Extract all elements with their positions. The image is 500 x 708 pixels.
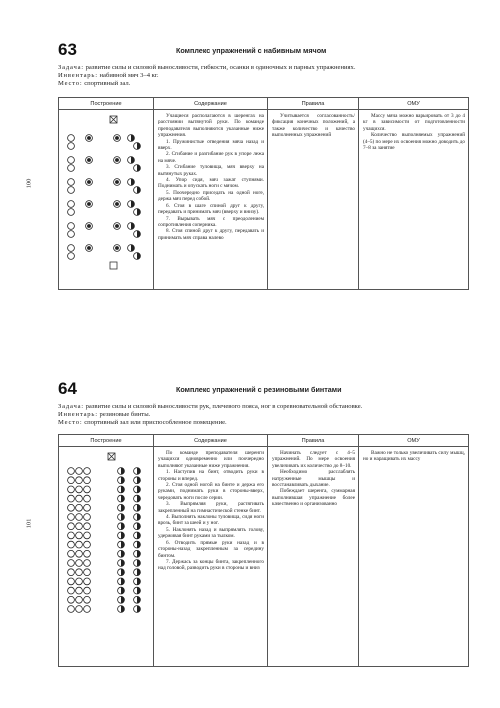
section-63: [58, 40, 468, 241]
student-icon: [68, 587, 75, 594]
content-line: 8. Стоя спиной друг к другу, передавать и принимать мяч справа налево: [158, 228, 264, 241]
student-icon: [68, 143, 75, 150]
content-line: 2. Сгибание и разгибание рук в упоре лежа на мяче.: [158, 151, 264, 164]
student-icon: [68, 504, 75, 511]
inventory-text: набивной мяч 3–4 кг.: [99, 72, 159, 80]
header-content: Содержание: [154, 435, 268, 447]
content-line: 2. Стоя одной ногой на бинте и держа его руками, поднимать руки в стороны-вверх, чередовать ноги после серии.: [158, 482, 264, 501]
student-icon: [76, 514, 83, 521]
header-rules: Правила: [268, 98, 359, 110]
student-icon: [84, 578, 91, 585]
rules-line: Необходимо расслаблять натруженные мышцы и восстанавливать дыхание.: [272, 469, 355, 489]
ball-icon: [115, 246, 118, 249]
place-line: [58, 80, 468, 88]
student-icon: [76, 569, 83, 576]
student-icon: [76, 541, 83, 548]
student-icon: [68, 187, 75, 194]
student-icon: [76, 550, 83, 557]
formation-diagram: [59, 447, 154, 667]
content-line: 4. Упор сидя, мяч зажат ступнями. Поднимать и опускать ноги с мячом.: [158, 177, 264, 190]
content-line: 4. Выполнять наклоны туловища, сидя ноги врозь, бинт за шеей и у ног.: [158, 514, 264, 527]
student-icon: [76, 578, 83, 585]
student-icon: [68, 523, 75, 530]
student-icon: [68, 201, 75, 208]
student-icon: [68, 578, 75, 585]
page-number: 100: [25, 178, 33, 189]
content-line: 6. Отводить прямые руки назад и в стороны-назад закрепленным за середину бинтом.: [158, 539, 264, 559]
omu-line: Важно не только увеличивать силу мышц, но и наращивать их массу: [363, 450, 465, 463]
end-marker-icon: [110, 262, 117, 269]
student-icon: [68, 231, 75, 238]
content-line: 7. Держась за концы бинта, закрепленного над головой, разводить руки в стороны и вниз: [158, 558, 264, 572]
student-icon: [68, 514, 75, 521]
student-icon: [84, 550, 91, 557]
student-icon: [76, 486, 83, 493]
student-icon: [68, 209, 75, 216]
content-line: 3. Сгибание туловища, мяч вверху на вытянутых руках.: [158, 164, 264, 177]
student-icon: [68, 596, 75, 603]
student-icon: [68, 135, 75, 142]
student-icon: [84, 541, 91, 548]
ball-icon: [87, 158, 90, 161]
content-line: 7. Вырывать мяч с преодолением сопротивления соперника.: [158, 215, 264, 228]
student-icon: [76, 532, 83, 539]
student-icon: [76, 560, 83, 567]
omu-cell: [359, 447, 469, 667]
student-icon: [84, 606, 91, 613]
ball-icon: [87, 246, 90, 249]
place-text: спортивный зал или приспособленное помещение.: [84, 419, 227, 427]
student-icon: [84, 504, 91, 511]
ball-icon: [115, 180, 118, 183]
student-icon: [76, 523, 83, 530]
student-icon: [68, 550, 75, 557]
exercise-table: [58, 97, 469, 290]
inventory-line: [58, 72, 468, 80]
student-icon: [84, 486, 91, 493]
ball-icon: [87, 180, 90, 183]
rules-text: [268, 110, 358, 139]
content-line: 3. Выпрямляя руки, растягивать закрепленный на гимнастической стенке бинт.: [158, 501, 264, 514]
student-icon: [68, 477, 75, 484]
student-icon: [68, 157, 75, 164]
student-icon: [68, 468, 75, 475]
section-header: [58, 40, 468, 60]
exercise-number: 63: [58, 40, 77, 59]
header-formation: Построение: [59, 98, 154, 110]
rules-line: Побеждает шеренга, суммарная выполнившая упражнение более качественно и организованно: [272, 488, 355, 508]
rules-cell: [268, 110, 359, 290]
section-header: [58, 379, 468, 399]
student-icon: [76, 495, 83, 502]
place-text: спортивный зал.: [84, 80, 131, 88]
student-icon: [84, 523, 91, 530]
omu-text: [359, 447, 468, 463]
ball-icon: [87, 224, 90, 227]
omu-cell: [359, 110, 469, 290]
exercise-title: Комплекс упражнений с резиновыми бинтами: [176, 385, 342, 394]
student-icon: [68, 532, 75, 539]
content-line: 1. Пружинистые отведения мяча назад и вверх.: [158, 138, 264, 152]
section-64: [58, 379, 468, 572]
place-label: Место:: [58, 419, 83, 427]
header-omu: ОМУ: [359, 435, 469, 447]
student-icon: [76, 587, 83, 594]
content-cell: [154, 110, 268, 290]
task-text: развитие силы и силовой выносливости рук, плечевого пояса, ног в соревновательной обстановке.: [85, 403, 363, 410]
header-formation: Построение: [59, 435, 154, 447]
inventory-label: Инвентарь:: [58, 411, 98, 419]
header-rules: Правила: [268, 435, 359, 447]
ball-icon: [115, 224, 118, 227]
formation-diagram-svg: [59, 447, 153, 661]
student-icon: [84, 468, 91, 475]
rules-cell: [268, 447, 359, 667]
student-icon: [68, 495, 75, 502]
ball-icon: [115, 202, 118, 205]
content-text: [154, 110, 267, 241]
student-icon: [68, 245, 75, 252]
student-icon: [76, 606, 83, 613]
exercise-table: [58, 434, 469, 667]
student-icon: [84, 495, 91, 502]
header-content: Содержание: [154, 98, 268, 110]
inventory-label: Инвентарь:: [58, 72, 98, 80]
student-icon: [68, 223, 75, 230]
place-label: Место:: [58, 80, 83, 88]
student-icon: [84, 477, 91, 484]
inventory-line: [58, 411, 468, 419]
student-icon: [68, 569, 75, 576]
formation-diagram: [59, 110, 154, 290]
rules-text: [268, 447, 358, 508]
content-line: Учащиеся располагаются в шеренгах на расстоянии вытянутой руки. По команде преподавателя выполняются указанные ниже упражнения.: [158, 113, 264, 139]
student-icon: [84, 514, 91, 521]
student-icon: [76, 504, 83, 511]
student-icon: [84, 560, 91, 567]
omu-line: Массу мяча можно варьировать от 3 до 4 кг в зависимости от подготовленности учащихся.: [363, 113, 465, 132]
task-line: [58, 64, 468, 72]
student-icon: [68, 253, 75, 260]
student-pairs: [68, 135, 141, 260]
task-line: [58, 403, 468, 411]
student-icon: [84, 596, 91, 603]
ball-icon: [115, 158, 118, 161]
content-line: 6. Стоя в шаге спиной друг к другу, передавать и принимать мяч (вверху и внизу).: [158, 202, 264, 216]
ball-icon: [115, 136, 118, 139]
student-icon: [76, 477, 83, 484]
task-label: Задача:: [58, 403, 84, 410]
content-line: 5. Поочередно приседать на одной ноге, держа мяч перед собой.: [158, 189, 264, 203]
omu-text: [359, 110, 468, 151]
rules-line: Учитывается согласованность/фиксация конечных положений, а также количество и качество выполненных упражнений: [272, 113, 355, 139]
task-label: Задача:: [58, 64, 84, 71]
content-cell: [154, 447, 268, 667]
student-icon: [84, 569, 91, 576]
exercise-title: Комплекс упражнений с набивным мячом: [176, 46, 327, 55]
header-omu: ОМУ: [359, 98, 469, 110]
student-icon: [84, 532, 91, 539]
content-text: [154, 447, 267, 572]
content-line: 5. Наклонять назад и выпрямлять голову, удерживая бинт руками за тылком.: [158, 526, 264, 540]
student-lines: [68, 468, 141, 613]
rules-line: Начинать следует с 4–5 упражнений. По мере освоения увеличивать их количество до 8–10.: [272, 450, 355, 469]
omu-line: Количество выполняемых упражнений (4–5) по мере их освоения можно доводить до 7–8 за занятие: [363, 132, 465, 152]
student-icon: [84, 587, 91, 594]
student-icon: [68, 560, 75, 567]
ball-icon: [87, 202, 90, 205]
content-line: 1. Наступив на бинт, отводить руки в стороны и вперед.: [158, 469, 264, 482]
inventory-text: резиновые бинты.: [99, 411, 151, 419]
student-icon: [68, 606, 75, 613]
place-line: [58, 419, 468, 427]
formation-diagram-svg: [59, 110, 153, 284]
student-icon: [68, 179, 75, 186]
page-number: 101: [25, 518, 33, 529]
task-text: развитие силы и силовой выносливости, гибкости, осанки в одиночных и парных упражнениях.: [85, 64, 356, 71]
student-icon: [68, 165, 75, 172]
student-icon: [76, 596, 83, 603]
exercise-number: 64: [58, 379, 77, 398]
student-icon: [68, 541, 75, 548]
student-icon: [68, 486, 75, 493]
student-icon: [76, 468, 83, 475]
content-line: По команде преподавателя шеренги учащихся одновременно или поочередно выполняют указанные ниже упражнения.: [158, 450, 264, 469]
ball-icon: [87, 136, 90, 139]
